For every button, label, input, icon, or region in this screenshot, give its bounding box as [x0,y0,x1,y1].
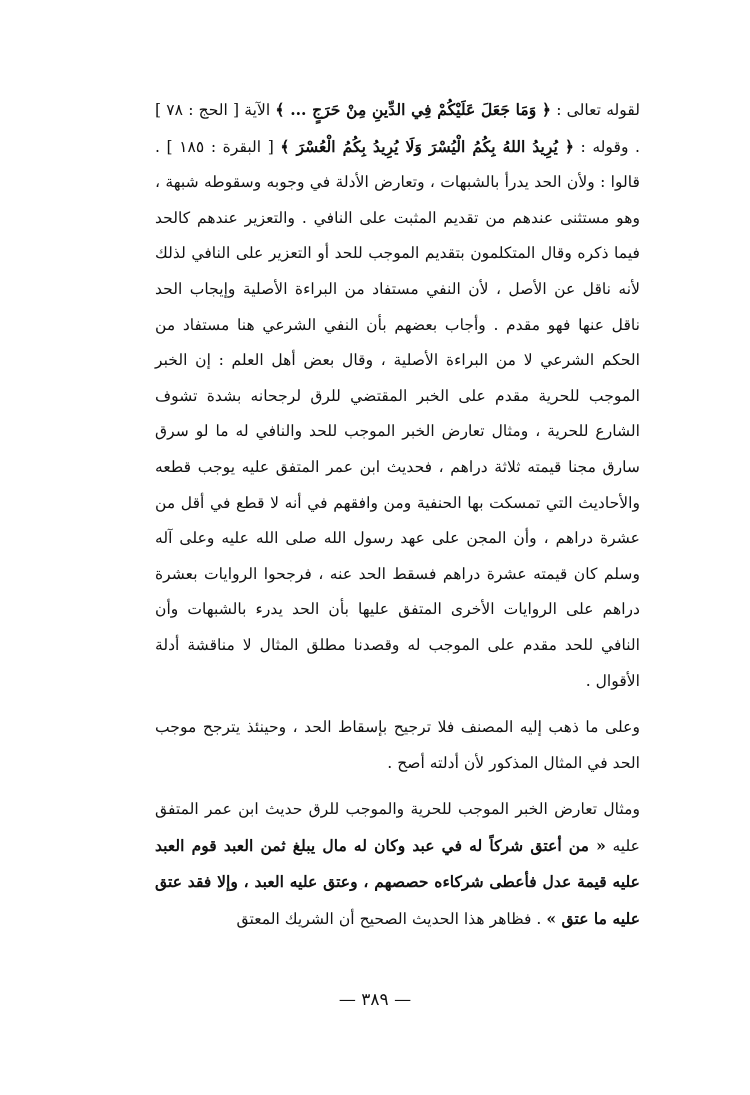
quoted-text: ﴿ وَمَا جَعَلَ عَلَيْكُمْ فِي الدِّينِ مِنْ حَرَجٍ ... ﴾ [275,100,552,119]
quoted-text: ﴿ يُرِيدُ اللهُ بِكُمُ الْيُسْرَ وَلَا يُرِيدُ بِكُمُ الْعُسْرَ ﴾ [280,136,574,156]
body-text: ومثال تعارض الخبر الموجب للحرية والموجب للرق حديث ابن عمر المتفق عليه [155,800,640,855]
body-text: لقوله تعالى : [551,101,641,119]
body-text: [ البقرة : ١٨٥ ] . قالوا : ولأن الحد يدرأ بالشبهات ، وتعارض الأدلة في وجوبه وسقوطه شبهة ، وهو مستثنى عندهم من تقديم المثبت على النافي . والتعزير عندهم كالحد فيما ذكره وقال المتكلمون بتقديم الموجب للحد أو التعزير على النافي لذلك لأنه ناقل عن الأصل ، لأن النفي مستفاد من البراءة الأصلية وإيجاب الحد ناقل عنها فهو مقدم . وأجاب بعضهم بأن النفي الشرعي هنا مستفاد من الحكم الشرعي لا من البراءة الأصلية ، وقال بعض أهل العلم : إن الخبر الموجب للحرية مقدم على الخبر المقتضي للرق لرجحانه بشدة تشوف الشارع للحرية ، ومثال تعارض الخبر الموجب للحد والنافي له ما لو سرق سارق مجنا قيمته ثلاثة دراهم ، فحديث ابن عمر المتفق عليه يوجب قطعه والأحاديث التي تمسكت بها الحنفية ومن وافقهم في أنه لا قطع في أقل من عشرة دراهم ، وأن المجن على عهد رسول الله صلى الله عليه وعلى آله وسلم كان قيمته عشرة دراهم فسقط الحد عنه ، فرجحوا الروايات بعشرة دراهم على الروايات الأخرى المتفق عليها بأن الحد يدرء بالشبهات وأن النافي للحد مقدم على الموجب له وقصدنا مطلق المثال لا مناقشة أدلة الأقوال . [155,137,640,690]
page-number: — ٣٨٩ — [338,990,412,1010]
body-text: الآية [ الحج : ٧٨ ] . وقوله : [155,101,640,156]
body-text: وعلى ما ذهب إليه المصنف فلا ترجيح بإسقاط الحد ، وحينئذ يترجح موجب الحد في المثال المذكور لأن أدلته أصح . [155,718,640,772]
body-text: . فظاهر هذا الحديث الصحيح أن الشريك المعتق [236,910,547,929]
page-body-text [155,92,640,938]
paragraph [155,92,640,699]
paragraph [155,792,640,937]
paragraph [155,710,640,781]
quoted-text: « من أعتق شركاً له في عبد وكان له مال يبلغ ثمن العبد قوم العبد عليه قيمة عدل فأعطى شركاءه حصصهم ، وعتق عليه العبد ، وإلا فقد عتق عليه ما عتق » [155,835,640,929]
